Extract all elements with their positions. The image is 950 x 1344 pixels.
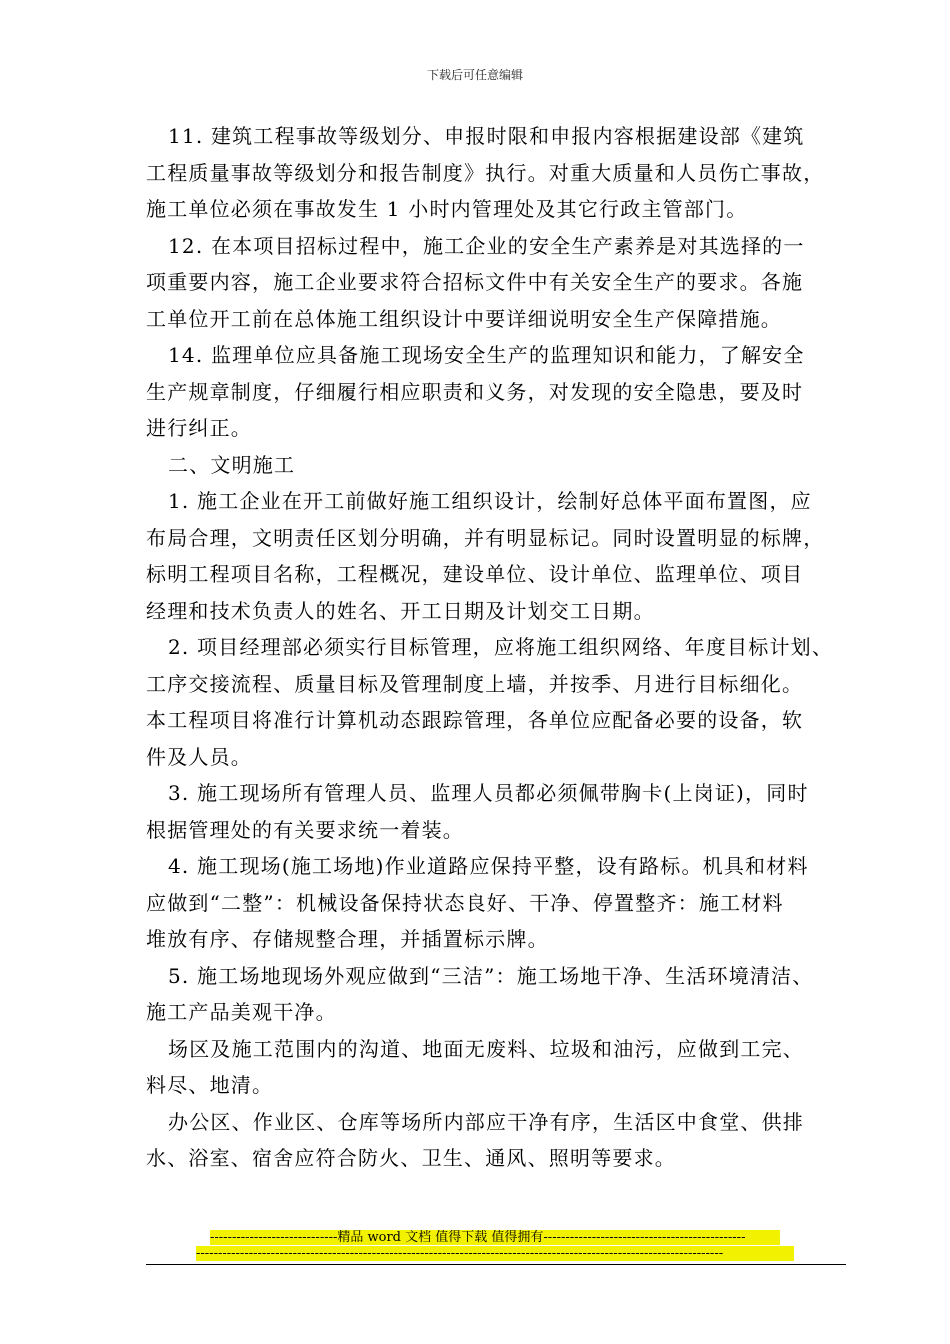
text-line: 根据管理处的有关要求统一着装。 [146, 817, 464, 842]
footer-banner: -----------------------------精品 word 文档 值得下载 值得拥有---------------------------------------------- [210, 1230, 780, 1245]
text-line: 3. 施工现场所有管理人员、监理人员都必须佩带胸卡(上岗证)，同时 [168, 781, 809, 805]
text-line: 标明工程项目名称，工程概况，建设单位、设计单位、监理单位、项目 [146, 562, 804, 586]
text-line: 14. 监理单位应具备施工现场安全生产的监理知识和能力，了解安全 [168, 343, 805, 367]
text-line: 2. 项目经理部必须实行目标管理，应将施工组织网络、年度目标计划、 [168, 635, 834, 659]
text-line: 应做到“二整”：机械设备保持状态良好、干净、停置整齐：施工材料 [146, 890, 784, 915]
text-line: 水、浴室、宿舍应符合防火、卫生、通风、照明等要求。 [146, 1146, 676, 1170]
page-header: 下载后可任意编辑 [426, 68, 523, 82]
text-line: 工程质量事故等级划分和报告制度》执行。对重大质量和人员伤亡事故， [146, 160, 825, 185]
text-line: 生产规章制度，仔细履行相应职责和义务，对发现的安全隐患，要及时 [146, 379, 804, 404]
text-line: 5. 施工场地现场外观应做到“三洁”：施工场地干净、生活环境清洁、 [168, 963, 814, 988]
text-line: 1. 施工企业在开工前做好施工组织设计，绘制好总体平面布置图，应 [168, 489, 812, 513]
text-line: 本工程项目将准行计算机动态跟踪管理，各单位应配备必要的设备，软 [146, 708, 804, 732]
document-body [146, 118, 866, 1177]
text-line: 4. 施工现场(施工场地)作业道路应保持平整，设有路标。机具和材料 [168, 854, 809, 878]
text-line: 进行纠正。 [146, 416, 252, 440]
text-line: 堆放有序、存储规整合理，并插置标示牌。 [146, 927, 549, 951]
text-line: 12. 在本项目招标过程中，施工企业的安全生产素养是对其选择的一 [168, 233, 805, 258]
text-line: 料尽、地清。 [146, 1073, 274, 1097]
text-line: 布局合理，文明责任区划分明确，并有明显标记。同时设置明显的标牌， [146, 525, 825, 550]
text-line: 场区及施工范围内的沟道、地面无废料、垃圾和油污，应做到工完、 [168, 1036, 804, 1061]
text-line: 施工单位必须在事故发生 1 小时内管理处及其它行政主管部门。 [146, 197, 748, 221]
text-line: 施工产品美观干净。 [146, 1000, 337, 1024]
footer-dashes: ------------------------------------------------------------------------------------------------------------------------ [196, 1246, 794, 1261]
text-line: 工单位开工前在总体施工组织设计中要详细说明安全生产保障措施。 [146, 306, 782, 331]
text-line: 项重要内容，施工企业要求符合招标文件中有关安全生产的要求。各施 [146, 270, 804, 294]
text-line: 办公区、作业区、仓库等场所内部应干净有序，生活区中食堂、供排 [168, 1109, 804, 1134]
text-line: 二、文明施工 [168, 452, 296, 477]
text-line: 工序交接流程、质量目标及管理制度上墙，并按季、月进行目标细化。 [146, 671, 804, 696]
footer-rule [146, 1264, 846, 1265]
text-line: 件及人员。 [146, 744, 252, 769]
text-line: 11. 建筑工程事故等级划分、申报时限和申报内容根据建设部《建筑 [168, 124, 805, 148]
text-line: 经理和技术负责人的姓名、开工日期及计划交工日期。 [146, 598, 655, 623]
